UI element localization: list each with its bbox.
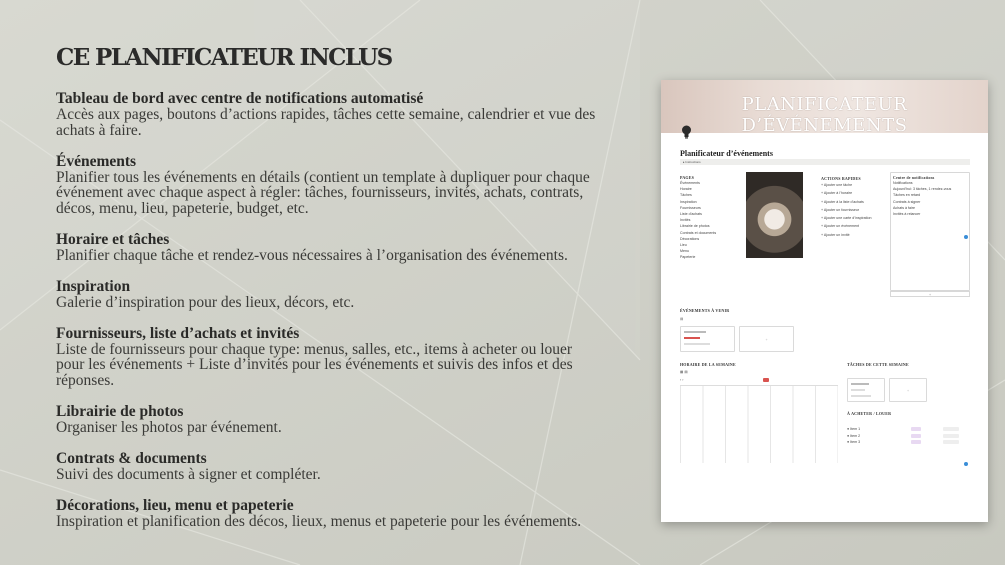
feature-title: Fournisseurs, liste d’achats et invités	[56, 324, 300, 342]
feature-description-line: Liste de fournisseurs pour chaque type: menus, salles, etc., items à acheter ou louer	[56, 340, 573, 358]
sidebar-page-link[interactable]: Décorations	[680, 236, 700, 241]
task-card[interactable]	[847, 378, 885, 402]
sidebar-page-link[interactable]: Lieu	[680, 243, 687, 248]
feature-list-column	[56, 44, 631, 544]
feature-item	[56, 451, 631, 483]
notification-center-label: Centre de notifications	[893, 176, 935, 180]
feature-description-line: événement avec chaque aspect à régler: tâches, fournisseurs, invités, achats, contrats,	[56, 184, 584, 202]
preview-heading: Planificateur d’événements	[680, 149, 773, 158]
preview-event-photo	[746, 172, 803, 258]
sidebar-page-link[interactable]: Liste d’achats	[680, 212, 702, 217]
feature-description-line: réponses.	[56, 372, 115, 390]
sidebar-page-link[interactable]: Fournisseurs	[680, 205, 701, 210]
buy-dot-icon	[964, 462, 968, 466]
week-calendar[interactable]	[680, 385, 838, 463]
quick-actions-label: ACTIONS RAPIDES	[821, 176, 861, 181]
notification-refresh-button[interactable]: +	[890, 291, 970, 297]
feature-title: Horaire et tâches	[56, 230, 170, 248]
event-card[interactable]	[680, 326, 735, 352]
notification-center	[890, 172, 970, 291]
notification-item: Tâches en retard	[893, 193, 921, 198]
buy-item-row[interactable]	[847, 426, 971, 432]
pages-label: PAGES	[680, 175, 695, 180]
preview-quick-actions	[821, 176, 881, 239]
feature-item	[56, 91, 631, 139]
buy-item-label: Item 2	[850, 433, 861, 438]
feature-description-line: décos, menu, lieu, papeterie, budget, etc.	[56, 200, 309, 218]
preview-banner-title: PLANIFICATEUR D’ÉVÉNEMENTS	[741, 94, 908, 136]
feature-item	[56, 498, 631, 530]
buy-item-row[interactable]	[847, 433, 971, 439]
sidebar-page-link[interactable]: Inspiration	[680, 199, 697, 204]
feature-description-line: achats à faire.	[56, 121, 142, 139]
feature-title: Décorations, lieu, menu et papeterie	[56, 496, 294, 514]
quick-action-button[interactable]: + Ajouter un fournisseur	[821, 207, 860, 212]
sidebar-page-link[interactable]: Événements	[680, 181, 700, 185]
quick-action-button[interactable]: + Ajouter à la liste d’achats	[821, 199, 864, 204]
feature-title: Contrats & documents	[56, 449, 207, 467]
buy-item-supplier	[943, 427, 959, 431]
feature-title: Événements	[56, 152, 137, 170]
feature-description-line: Planifier tous les événements en détails (contient un template à dupliquer pour chaque	[56, 168, 590, 186]
feature-title: Inspiration	[56, 277, 131, 295]
feature-description-line: Galerie d’inspiration pour des lieux, décors, etc.	[56, 293, 355, 311]
sidebar-page-link[interactable]: Invités	[680, 218, 691, 223]
feature-description-line: pour les événements + Liste d’invités pour les événements et suivis des infos et des	[56, 356, 573, 374]
feature-item	[56, 404, 631, 436]
new-event-card[interactable]: +	[739, 326, 794, 352]
today-marker	[763, 378, 769, 382]
sidebar-page-link[interactable]: Menu	[680, 249, 689, 254]
buy-item-row[interactable]	[847, 439, 971, 445]
quick-action-button[interactable]: + Ajouter un événement	[821, 224, 860, 229]
quick-action-button[interactable]: + Ajouter un invité	[821, 232, 850, 237]
feature-title: Librairie de photos	[56, 402, 184, 420]
buy-item-label: Item 3	[850, 440, 861, 444]
notification-dot-icon	[964, 235, 968, 239]
quick-action-button[interactable]: + Ajouter une carte d’inspiration	[821, 216, 872, 221]
buy-item-label: Item 1	[850, 427, 861, 431]
buy-item-tag	[911, 427, 921, 431]
notification-item: Invités à relancer	[893, 212, 921, 217]
buy-item-supplier	[943, 440, 959, 444]
planner-preview-screenshot	[661, 80, 988, 522]
feature-description-line: Organiser les photos par événement.	[56, 418, 282, 436]
buy-item-supplier	[943, 434, 959, 438]
item-status-icon: ●	[847, 440, 851, 444]
feature-item	[56, 326, 631, 389]
item-status-icon: ●	[847, 433, 851, 438]
sidebar-page-link[interactable]: Contrats et documents	[680, 230, 717, 235]
section-week-tasks: TÂCHES DE CETTE SEMAINE	[847, 362, 909, 367]
notification-item: Achats à faire	[893, 205, 915, 210]
sidebar-page-link[interactable]: Librairie de photos	[680, 224, 710, 229]
upcoming-events-view: ▤	[680, 317, 684, 321]
feature-description-line: Accès aux pages, boutons d’actions rapides, tâches cette semaine, calendrier et vue des	[56, 106, 596, 123]
feature-item	[56, 279, 631, 311]
buy-item-tag	[911, 434, 921, 438]
calendar-tabs: ▦ ▤	[680, 370, 688, 374]
quick-action-button[interactable]: + Ajouter à l’horaire	[821, 191, 853, 196]
page-title: CE PLANIFICATEUR INCLUS	[56, 44, 392, 71]
notification-item: Notifications	[893, 181, 913, 185]
section-upcoming-events: ÉVÉNEMENTS À VENIR	[680, 308, 730, 313]
item-status-icon: ●	[847, 427, 851, 431]
feature-item	[56, 232, 631, 264]
sidebar-page-link[interactable]: Tâches	[680, 193, 692, 198]
section-to-buy: À ACHETER / LOUER	[847, 411, 892, 416]
feature-list	[56, 91, 631, 529]
feature-description-line: Suivi des documents à signer et compléter.	[56, 465, 321, 483]
feature-description-line: Inspiration et planification des décos, lieux, menus et papeterie pour les événements.	[56, 512, 582, 530]
feature-description-line: Planifier chaque tâche et rendez-vous nécessaires à l’organisation des événements.	[56, 246, 568, 264]
quick-action-button[interactable]: + Ajouter une tâche	[821, 183, 853, 187]
sidebar-page-link[interactable]: Papeterie	[680, 255, 696, 260]
sidebar-page-link[interactable]: Horaire	[680, 187, 692, 192]
feature-title: Tableau de bord avec centre de notifications automatisé	[56, 90, 424, 107]
buy-item-tag	[911, 440, 921, 444]
lightbulb-icon	[681, 125, 692, 139]
preview-pages-list	[680, 175, 740, 261]
notification-item: Contrats à signer	[893, 199, 921, 204]
notification-item: Aujourd’hui: 3 tâches, 1 rendez-vous	[893, 187, 952, 192]
week-nav: ‹ ›	[680, 378, 684, 382]
feature-item	[56, 154, 631, 217]
section-week-schedule: HORAIRE DE LA SEMAINE	[680, 362, 736, 367]
instructions-toggle[interactable]: ▸ Instructions	[680, 159, 970, 165]
new-task-card[interactable]: +	[889, 378, 927, 402]
